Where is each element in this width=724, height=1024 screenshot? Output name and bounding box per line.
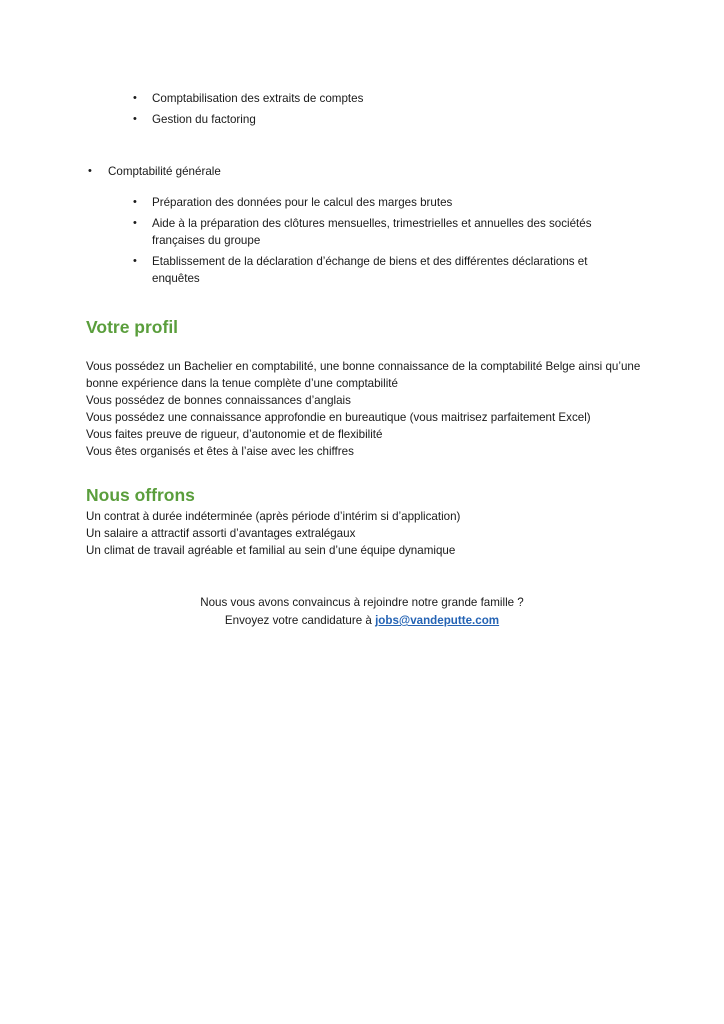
- list-item-text: Comptabilisation des extraits de comptes: [152, 92, 364, 105]
- general-accounting-sub-list: [133, 194, 632, 291]
- section-title: Comptabilité générale: [108, 165, 221, 178]
- continued-sub-list: [133, 90, 632, 131]
- bullet-icon: •: [88, 165, 92, 177]
- list-item: [133, 194, 632, 212]
- bullet-icon: •: [133, 216, 137, 229]
- closing-block: [0, 594, 724, 630]
- offer-line: Un contrat à durée indéterminée (après période d’intérim si d’application): [86, 510, 461, 523]
- email-link[interactable]: jobs@vandeputte.com: [375, 614, 500, 627]
- profile-requirements: [86, 358, 646, 460]
- apply-line: [0, 612, 724, 630]
- profile-line: Vous êtes organisés et êtes à l’aise avec les chiffres: [86, 445, 354, 458]
- profile-line: Vous possédez un Bachelier en comptabilité, une bonne connaissance de la comptabilité Belge ainsi qu’une bonne expérience dans la tenue complète d’une comptabilité: [86, 360, 641, 390]
- list-item: [133, 215, 632, 250]
- profile-line: Vous possédez une connaissance approfondie en bureautique (vous maitrisez parfaitement Excel): [86, 411, 591, 424]
- bullet-icon: •: [133, 254, 137, 267]
- closing-question: Nous vous avons convaincus à rejoindre notre grande famille ?: [200, 596, 524, 609]
- offer-heading: Nous offrons: [86, 485, 195, 505]
- list-item-text: Gestion du factoring: [152, 112, 256, 126]
- offer-line: Un salaire a attractif assorti d’avantages extralégaux: [86, 527, 356, 540]
- list-item: [88, 163, 221, 181]
- bullet-icon: •: [133, 196, 137, 208]
- list-item: [133, 111, 632, 129]
- bullet-icon: •: [133, 92, 137, 104]
- general-accounting-list: [88, 163, 221, 184]
- offer-list: [86, 508, 646, 559]
- bullet-icon: •: [133, 112, 137, 125]
- offer-line: Un climat de travail agréable et familial au sein d’une équipe dynamique: [86, 544, 456, 557]
- profile-heading: Votre profil: [86, 317, 179, 337]
- profile-line: Vous possédez de bonnes connaissances d’anglais: [86, 394, 351, 407]
- list-item-text: Etablissement de la déclaration d’échange de biens et des différentes déclarations et enquêtes: [152, 254, 588, 285]
- apply-prefix: Envoyez votre candidature à: [224, 614, 376, 627]
- list-item: [133, 90, 632, 108]
- list-item: [133, 253, 632, 288]
- list-item-text: Préparation des données pour le calcul des marges brutes: [152, 196, 453, 209]
- profile-line: Vous faites preuve de rigueur, d’autonomie et de flexibilité: [86, 428, 383, 441]
- list-item-text: Aide à la préparation des clôtures mensuelles, trimestrielles et annuelles des sociétés françaises du groupe: [152, 216, 592, 247]
